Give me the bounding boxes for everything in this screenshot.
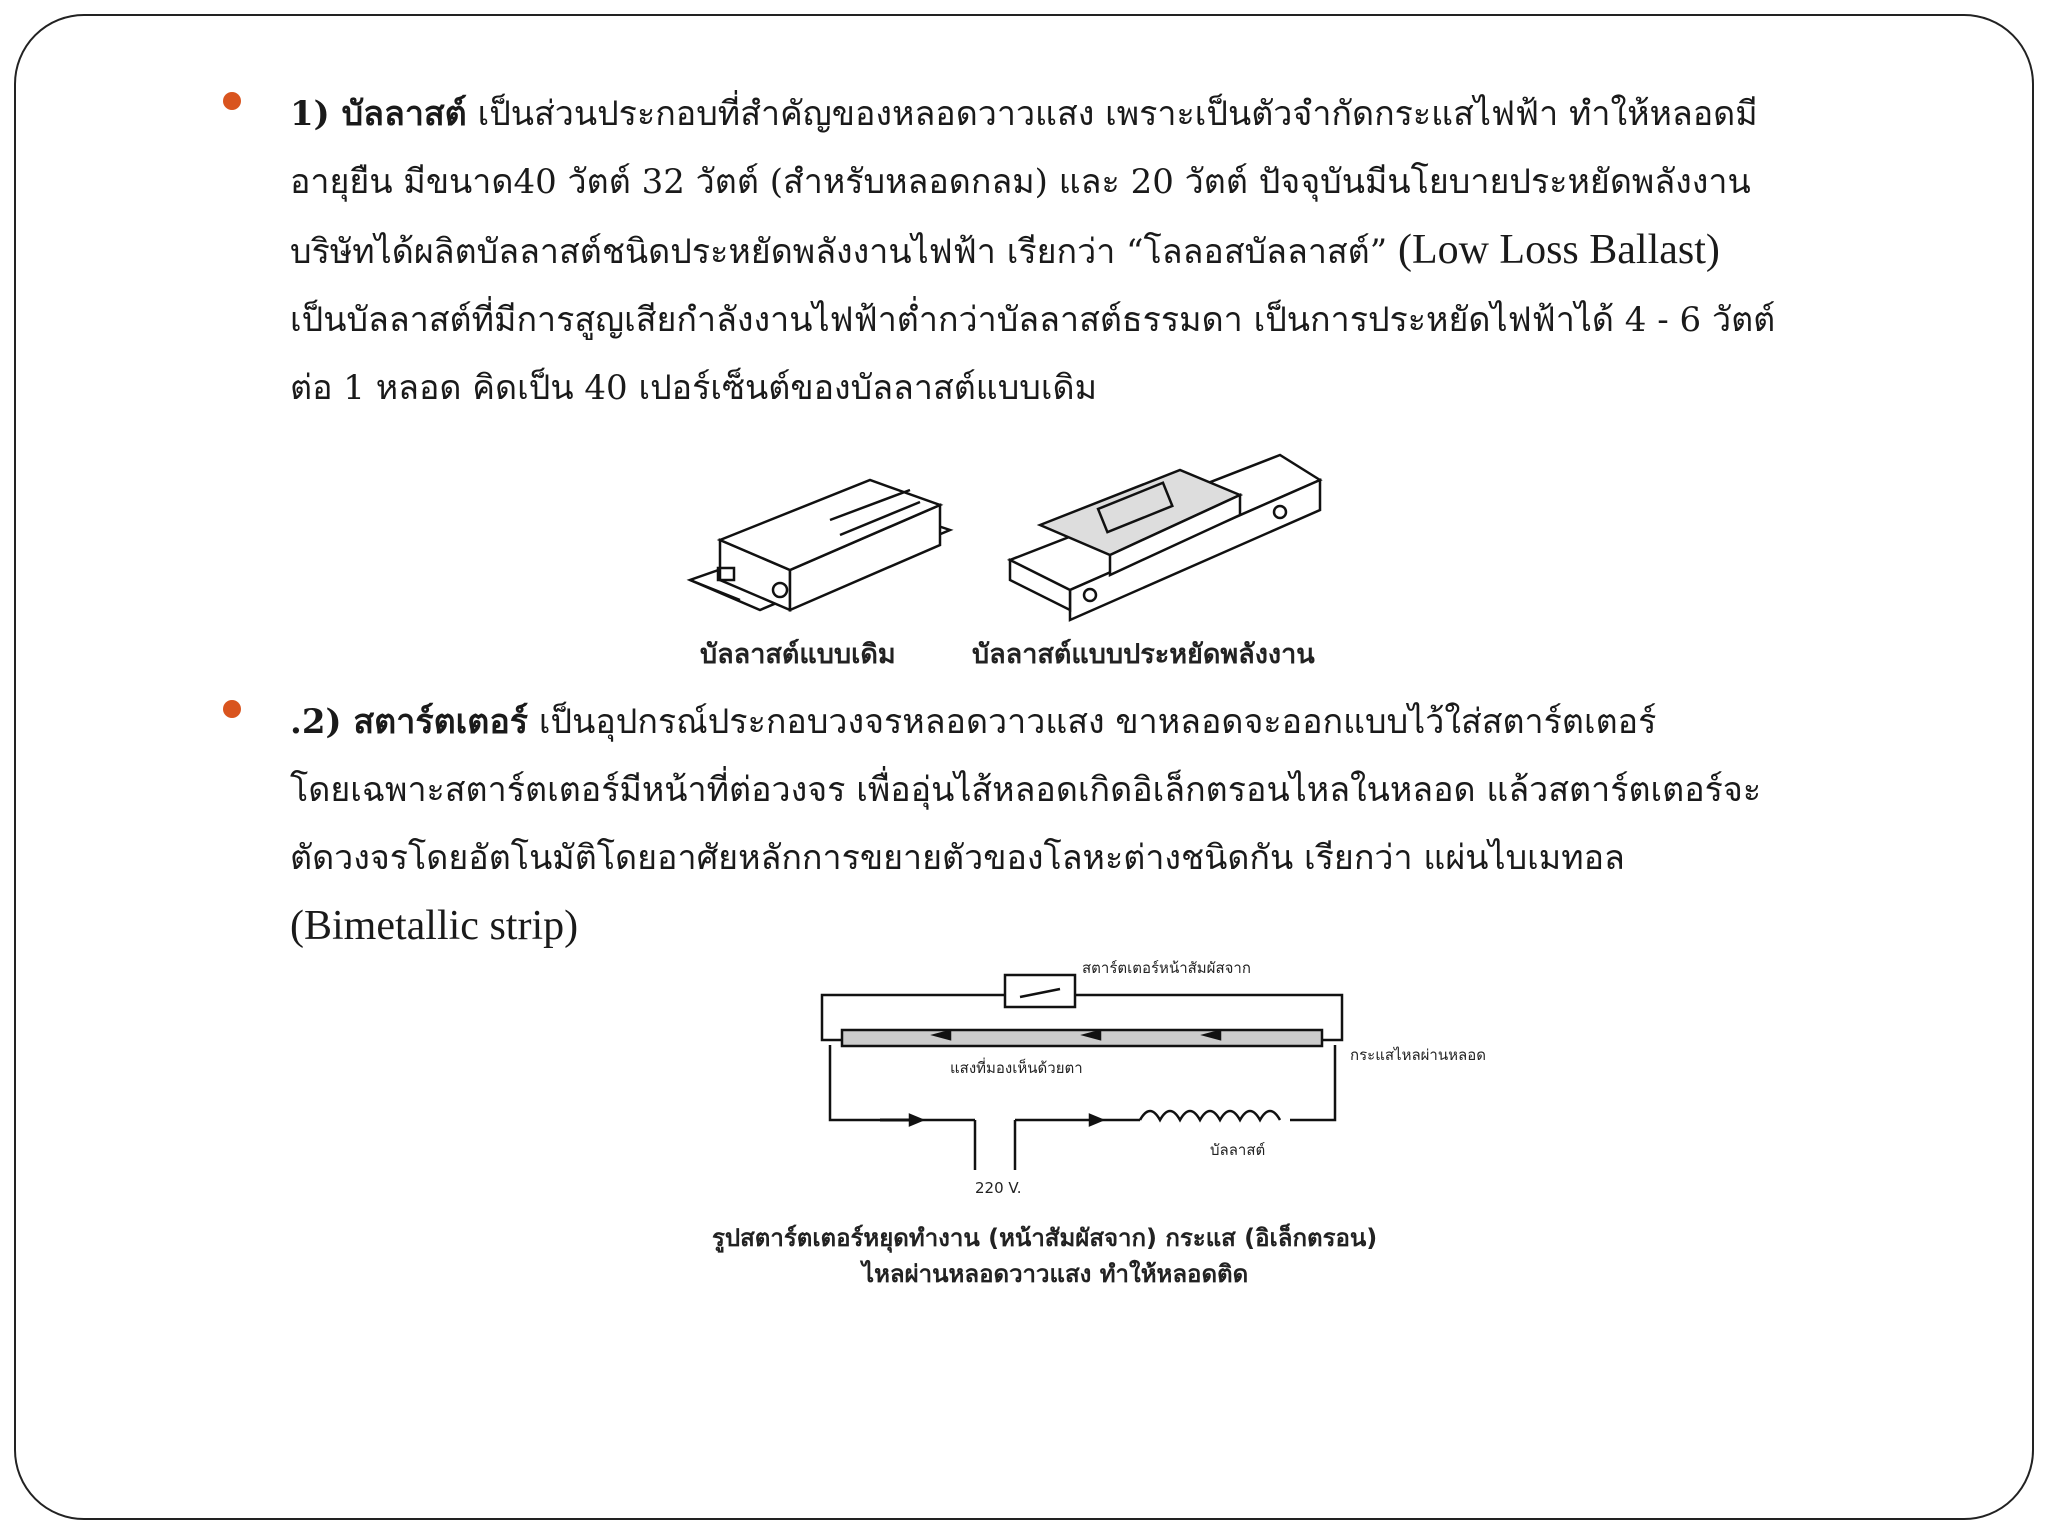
ballast-text-line2: อายุยืน มีขนาด40 วัตต์ 32 วัตต์ (สำหรับหลอดกลม) และ 20 วัตต์ ปัจจุบันมีนโยบายประหยัดพลังงาน bbox=[290, 162, 1751, 202]
starter-box bbox=[1005, 975, 1075, 1007]
caption-energy-saving-ballast: บัลลาสต์แบบประหยัดพลังงาน bbox=[972, 639, 1315, 670]
starter-text-line3: ตัดวงจรโดยอัตโนมัติโดยอาศัยหลักการขยายตัวของโลหะต่างชนิดกัน เรียกว่า แผ่นไบเมทอล bbox=[290, 838, 1625, 878]
circuit-caption-line2: ไหลผ่านหลอดวาวแสง ทำให้หลอดติด bbox=[862, 1260, 1249, 1288]
circuit-caption-line1: รูปสตาร์ตเตอร์หยุดทำงาน (หน้าสัมผัสจาก) กระแส (อิเล็กตรอน) bbox=[712, 1224, 1378, 1252]
ballast-paragraph bbox=[290, 80, 1898, 422]
bullet-dot-icon bbox=[223, 92, 241, 110]
starter-circuit-diagram bbox=[800, 955, 1560, 1195]
ballast-heading: 1) บัลลาสต์ bbox=[290, 94, 467, 134]
low-loss-ballast-term: (Low Loss Ballast) bbox=[1397, 227, 1720, 273]
ballast-text-line5: ต่อ 1 หลอด คิดเป็น 40 เปอร์เซ็นต์ของบัลลาสต์แบบเดิม bbox=[290, 368, 1097, 408]
label-ballast: บัลลาสต์ bbox=[1210, 1141, 1266, 1159]
label-starter-contact: สตาร์ตเตอร์หน้าสัมผัสจาก bbox=[1082, 959, 1251, 977]
label-voltage: 220 V. bbox=[975, 1179, 1022, 1195]
starter-heading: .2) สตาร์ตเตอร์ bbox=[290, 702, 529, 742]
ballast-coil bbox=[1140, 1111, 1280, 1120]
bimetallic-strip-term: (Bimetallic strip) bbox=[290, 903, 579, 949]
standard-ballast-drawing bbox=[690, 480, 950, 610]
starter-text-line2: โดยเฉพาะสตาร์ตเตอร์มีหน้าที่ต่อวงจร เพื่ออุ่นไส้หลอดเกิดอิเล็กตรอนไหลในหลอด แล้วสตาร์ตเตอร์จะ bbox=[290, 770, 1762, 810]
bullet-item-starter bbox=[228, 688, 1898, 962]
label-current-flow: กระแสไหลผ่านหลอด bbox=[1350, 1046, 1486, 1064]
ballast-text-line4: เป็นบัลลาสต์ที่มีการสูญเสียกำลังงานไฟฟ้าต่ำกว่าบัลลาสต์ธรรมดา เป็นการประหยัดไฟฟ้าได้ 4 - 6 วัตต์ bbox=[290, 300, 1776, 340]
caption-standard-ballast: บัลลาสต์แบบเดิม bbox=[700, 639, 896, 670]
ballast-illustration bbox=[680, 440, 1340, 630]
starter-text-line1: เป็นอุปกรณ์ประกอบวงจรหลอดวาวแสง ขาหลอดจะออกแบบไว้ใส่สตาร์ตเตอร์ bbox=[528, 702, 1657, 742]
starter-paragraph bbox=[290, 688, 1898, 962]
ballast-text-line3: บริษัทได้ผลิตบัลลาสต์ชนิดประหยัดพลังงานไฟฟ้า เรียกว่า “โลลอสบัลลาสต์” bbox=[290, 232, 1398, 272]
bullet-dot-icon bbox=[223, 700, 241, 718]
energy-saving-ballast-drawing bbox=[1010, 455, 1320, 620]
bullet-item-ballast bbox=[228, 80, 1898, 422]
ballast-text-line1: เป็นส่วนประกอบที่สำคัญของหลอดวาวแสง เพราะเป็นตัวจำกัดกระแสไฟฟ้า ทำให้หลอดมี bbox=[466, 94, 1758, 134]
label-visible-light: แสงที่มองเห็นด้วยตา bbox=[950, 1059, 1083, 1077]
lamp-tube-inner bbox=[842, 1030, 1322, 1046]
